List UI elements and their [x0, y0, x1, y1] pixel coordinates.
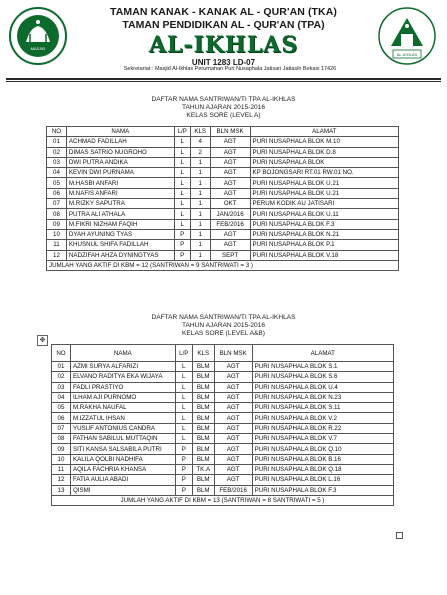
cell-kls: BLM	[192, 434, 214, 444]
cell-alamat: PURI NUSAPHALA BLOK S.6	[252, 372, 393, 382]
cell-lp: L	[174, 199, 190, 209]
table-header-row	[52, 345, 394, 362]
table-row	[47, 157, 399, 167]
cell-kls: BLM	[192, 485, 214, 495]
cell-nama: AQILA FACHRIA KHANSA	[70, 464, 175, 474]
cell-bln-msk: AGT	[210, 229, 250, 239]
header-line-1: TAMAN KANAK - KANAK AL - QUR'AN (TKA)	[109, 6, 338, 18]
cell-alamat: PURI NUSAPHALA BLOK D.8	[250, 147, 398, 157]
cell-kls: BLM	[192, 413, 214, 423]
cell-bln-msk: AGT	[214, 444, 252, 454]
cell-alamat: PERUM KODIK AU JATISARI	[250, 199, 398, 209]
cell-nama: KALILA QOLBI NADHIFA	[70, 454, 175, 464]
cell-kls: 1	[190, 199, 210, 209]
table-header-row	[47, 127, 399, 137]
cell-alamat: PURI NUSAPHALA BLOK N.21	[250, 229, 398, 239]
cell-lp: P	[175, 475, 192, 485]
cell-lp: L	[174, 219, 190, 229]
cell-nama: FADLI PRASTIYO	[70, 382, 175, 392]
cell-lp: L	[175, 413, 192, 423]
cell-kls: 1	[190, 219, 210, 229]
cell-nama: FATIA AULIA ABADI	[70, 475, 175, 485]
cell-no: 05	[47, 178, 67, 188]
cell-no: 10	[52, 454, 71, 464]
cell-alamat: PURI NUSAPHALA BLOK F.3	[250, 219, 398, 229]
cell-bln-msk: AGT	[214, 434, 252, 444]
cell-no: 11	[52, 464, 71, 474]
table-row	[47, 209, 399, 219]
cell-lp: L	[175, 392, 192, 402]
cell-bln-msk: JAN/2016	[210, 209, 250, 219]
cell-alamat: PURI NUSAPHALA BLOK S.1	[252, 362, 393, 372]
header-main-title: AL-IKHLAS	[148, 32, 299, 58]
section2-title	[0, 314, 447, 338]
header-divider-thin	[6, 81, 441, 82]
column-header-alamat: ALAMAT	[252, 345, 393, 362]
table-row	[47, 250, 399, 260]
table-row	[52, 423, 394, 433]
cell-nama: M.HASBI ANFARI	[66, 178, 174, 188]
table-row	[52, 464, 394, 474]
cell-lp: L	[175, 372, 192, 382]
cell-bln-msk: FEB/2016	[214, 485, 252, 495]
cell-bln-msk: AGT	[210, 168, 250, 178]
cell-lp: P	[175, 454, 192, 464]
cell-no: 01	[52, 362, 71, 372]
cell-alamat: PURI NUSAPHALA BLOK U.4	[252, 382, 393, 392]
table-footer-row	[47, 260, 399, 270]
cell-alamat: PURI NUSAPHALA BLOK U.11	[250, 209, 398, 219]
cell-alamat: KP BOJONGSARI RT.01 RW.01 NO.	[250, 168, 398, 178]
cell-alamat: PURI NUSAPHALA BLOK F.3	[252, 485, 393, 495]
cell-kls: BLM	[192, 475, 214, 485]
cell-no: 10	[47, 229, 67, 239]
table-row	[52, 372, 394, 382]
cell-alamat: PURI NUSAPHALA BLOK L.16	[252, 475, 393, 485]
table-row	[52, 475, 394, 485]
cell-nama: ILHAM AJI PURNOMO	[70, 392, 175, 402]
table-row	[47, 137, 399, 147]
table-row	[52, 454, 394, 464]
cell-lp: L	[174, 209, 190, 219]
cell-nama: KHUSNUL SHIFA FADILLAH	[66, 240, 174, 250]
cell-bln-msk: AGT	[210, 157, 250, 167]
table-row	[47, 240, 399, 250]
cell-lp: L	[175, 403, 192, 413]
cell-bln-msk: AGT	[210, 178, 250, 188]
cell-lp: L	[175, 423, 192, 433]
column-header-bln-msk: BLN MSK	[214, 345, 252, 362]
students-table-level-ab	[51, 344, 394, 506]
cell-no: 03	[52, 382, 71, 392]
cell-kls: 2	[190, 147, 210, 157]
cell-kls: BLM	[192, 403, 214, 413]
cell-nama: KEVIN DWI PURNAMA	[66, 168, 174, 178]
cell-lp: L	[174, 188, 190, 198]
section1-title-line2: TAHUN AJARAN 2015-2016	[181, 104, 266, 111]
column-header-lp: L/P	[174, 127, 190, 137]
cell-nama: PUTRA ALI ATHALA	[66, 209, 174, 219]
cell-bln-msk: AGT	[214, 454, 252, 464]
cell-kls: BLM	[192, 444, 214, 454]
cell-lp: L	[175, 362, 192, 372]
cell-no: 01	[47, 137, 67, 147]
cell-nama: M.NAFIS ANFARI	[66, 188, 174, 198]
cell-no: 13	[52, 485, 71, 495]
cell-bln-msk: AGT	[214, 475, 252, 485]
cell-no: 08	[52, 434, 71, 444]
cell-bln-msk: AGT	[214, 464, 252, 474]
table-move-handle-icon[interactable]: ✥	[37, 335, 48, 346]
cell-kls: 1	[190, 178, 210, 188]
cell-kls: BLM	[192, 362, 214, 372]
cell-alamat: PURI NUSAPHALA BLOK U.21	[250, 178, 398, 188]
table-row	[47, 219, 399, 229]
cell-alamat: PURI NUSAPHALA BLOK Q.18	[252, 464, 393, 474]
cell-nama: YUSUF ANTONIUS CANDRA	[70, 423, 175, 433]
column-header-alamat: ALAMAT	[250, 127, 398, 137]
table-footer-row	[52, 495, 394, 505]
header-unit: UNIT 1283 LD-07	[191, 58, 256, 67]
table-row	[47, 199, 399, 209]
letterhead	[0, 0, 447, 80]
cell-kls: TK.A	[192, 464, 214, 474]
cell-kls: 4	[190, 137, 210, 147]
cell-alamat: PURI NUSAPHALA BLOK R.22	[252, 423, 393, 433]
section1-title	[0, 96, 447, 120]
cell-nama: DYAH AYUNING TYAS	[66, 229, 174, 239]
cell-no: 02	[52, 372, 71, 382]
cell-nama: ACHMAD FADILLAH	[66, 137, 174, 147]
table-row	[52, 382, 394, 392]
cell-bln-msk: AGT	[214, 382, 252, 392]
header-divider	[6, 78, 441, 80]
cell-alamat: PURI NUSAPHALA BLOK S.11	[252, 403, 393, 413]
active-count-summary: JUMLAH YANG AKTIF DI KBM = 13 (SANTRIWAN = 8 SANTRIWATI = 5 )	[52, 495, 394, 505]
cell-bln-msk: SEPT	[210, 250, 250, 260]
column-header-no: NO	[52, 345, 71, 362]
cell-alamat: PURI NUSAPHALA BLOK V.18	[250, 250, 398, 260]
cell-lp: L	[174, 178, 190, 188]
cell-kls: BLM	[192, 372, 214, 382]
table-row	[52, 444, 394, 454]
cell-no: 09	[52, 444, 71, 454]
cell-alamat: PURI NUSAPHALA BLOK V.2	[252, 413, 393, 423]
cell-lp: P	[174, 229, 190, 239]
cell-nama: DIMAS SATRIO NUGROHO	[66, 147, 174, 157]
cell-lp: L	[174, 147, 190, 157]
cell-bln-msk: AGT	[214, 392, 252, 402]
cell-lp: P	[175, 464, 192, 474]
column-header-lp: L/P	[175, 345, 192, 362]
table-row	[52, 403, 394, 413]
cell-bln-msk: AGT	[210, 147, 250, 157]
cell-nama: DWI PUTRA ANDIKA	[66, 157, 174, 167]
cell-bln-msk: FEB/2016	[210, 219, 250, 229]
table-row	[47, 178, 399, 188]
cell-bln-msk: AGT	[214, 372, 252, 382]
lppptka-logo	[377, 6, 437, 66]
cell-alamat: PURI NUSAPHALA BLOK N.23	[252, 392, 393, 402]
cell-alamat: PURI NUSAPHALA BLOK U.21	[250, 188, 398, 198]
secretariat-address: Sekretariat : Masjid Al-Ikhlas Perumahan Puri Nusaphala Jatisari Jatiasih Bekasi 17426	[123, 66, 337, 72]
column-header-nama: NAMA	[66, 127, 174, 137]
cell-kls: BLM	[192, 454, 214, 464]
cell-no: 09	[47, 219, 67, 229]
cell-bln-msk: AGT	[214, 423, 252, 433]
cell-alamat: PURI NUSAPHALA BLOK B.16	[252, 454, 393, 464]
cell-lp: L	[174, 157, 190, 167]
column-header-nama: NAMA	[70, 345, 175, 362]
cell-kls: BLM	[192, 382, 214, 392]
cell-kls: 1	[190, 157, 210, 167]
cell-kls: 1	[190, 229, 210, 239]
cell-no: 04	[47, 168, 67, 178]
students-table-level-a	[46, 126, 399, 271]
column-header-kls: KLS	[192, 345, 214, 362]
cell-alamat: PURI NUSAPHALA BLOK P.1	[250, 240, 398, 250]
cell-nama: FATHAN SABILUL MUTTAQIN	[70, 434, 175, 444]
table-row	[47, 229, 399, 239]
column-header-no: NO	[47, 127, 67, 137]
cell-no: 08	[47, 209, 67, 219]
cell-bln-msk: AGT	[210, 137, 250, 147]
cell-lp: L	[175, 434, 192, 444]
cell-lp: P	[175, 485, 192, 495]
cell-bln-msk: AGT	[210, 188, 250, 198]
cell-alamat: PURI NUSAPHALA BLOK Q.10	[252, 444, 393, 454]
remaja-masjid-logo	[8, 6, 68, 66]
svg-text:MASJID: MASJID	[30, 46, 46, 51]
section1-title-line1: DAFTAR NAMA SANTRIWAN/TI TPA AL-IKHLAS	[151, 96, 296, 103]
cell-no: 06	[52, 413, 71, 423]
cell-no: 04	[52, 392, 71, 402]
cell-lp: L	[174, 168, 190, 178]
cell-bln-msk: AGT	[214, 362, 252, 372]
table-row	[52, 392, 394, 402]
cell-no: 12	[47, 250, 67, 260]
svg-text:AL-IKHLAS: AL-IKHLAS	[396, 52, 418, 57]
section1-title-line3: KELAS SORE (LEVEL A)	[186, 112, 261, 119]
column-header-kls: KLS	[190, 127, 210, 137]
cell-nama: NADZIFAH AHZA DYNINGTYAS	[66, 250, 174, 260]
cell-lp: P	[174, 250, 190, 260]
cell-nama: AZMI SURYA ALFARIZI	[70, 362, 175, 372]
cell-kls: 1	[190, 250, 210, 260]
cell-nama: M.RAKHA NAUFAL	[70, 403, 175, 413]
cell-nama: QISMI	[70, 485, 175, 495]
cell-bln-msk: AGT	[210, 240, 250, 250]
cell-nama: SITI KANSA SALSABILA PUTRI	[70, 444, 175, 454]
cell-no: 07	[47, 199, 67, 209]
table-row	[47, 147, 399, 157]
cell-lp: L	[175, 382, 192, 392]
cell-bln-msk: OKT	[210, 199, 250, 209]
table-row	[52, 362, 394, 372]
cell-alamat: PURI NUSAPHALA BLOK V.7	[252, 434, 393, 444]
cell-nama: ELVANO RADITYA EKA WIJAYA	[70, 372, 175, 382]
section2-title-line3: KELAS SORE (LEVEL A&B)	[182, 330, 265, 337]
cell-no: 02	[47, 147, 67, 157]
cell-kls: BLM	[192, 423, 214, 433]
cell-kls: 1	[190, 240, 210, 250]
section2-title-line2: TAHUN AJARAN 2015-2016	[181, 322, 266, 329]
cell-kls: 1	[190, 168, 210, 178]
table-resize-handle[interactable]	[396, 532, 403, 539]
table-row	[47, 168, 399, 178]
cell-kls: BLM	[192, 392, 214, 402]
section2-title-line1: DAFTAR NAMA SANTRIWAN/TI TPA AL-IKHLAS	[151, 314, 296, 321]
cell-no: 12	[52, 475, 71, 485]
cell-nama: M.IZZATUL IHSAN	[70, 413, 175, 423]
cell-no: 03	[47, 157, 67, 167]
cell-kls: 1	[190, 188, 210, 198]
active-count-summary: JUMLAH YANG AKTIF DI KBM = 12 (SANTRIWAN = 9 SANTRIWATI = 3 )	[47, 260, 399, 270]
cell-nama: M.FIKRI NIZHAM FAQIH	[66, 219, 174, 229]
header-line-2: TAMAN PENDIDIKAN AL - QUR'AN (TPA)	[122, 19, 325, 31]
cell-no: 11	[47, 240, 67, 250]
table-row	[47, 188, 399, 198]
cell-alamat: PURI NUSAPHALA BLOK M.10	[250, 137, 398, 147]
cell-lp: L	[174, 137, 190, 147]
table-row	[52, 485, 394, 495]
table-row	[52, 413, 394, 423]
cell-bln-msk: AGT	[214, 413, 252, 423]
cell-lp: P	[174, 240, 190, 250]
cell-no: 05	[52, 403, 71, 413]
column-header-bln-msk: BLN MSK	[210, 127, 250, 137]
cell-no: 06	[47, 188, 67, 198]
cell-no: 07	[52, 423, 71, 433]
cell-bln-msk: AGT	[214, 403, 252, 413]
table-row	[52, 434, 394, 444]
cell-kls: 1	[190, 209, 210, 219]
cell-alamat: PURI NUSAPHALA BLOK	[250, 157, 398, 167]
cell-nama: M.RIZKY SAPUTRA	[66, 199, 174, 209]
cell-lp: P	[175, 444, 192, 454]
